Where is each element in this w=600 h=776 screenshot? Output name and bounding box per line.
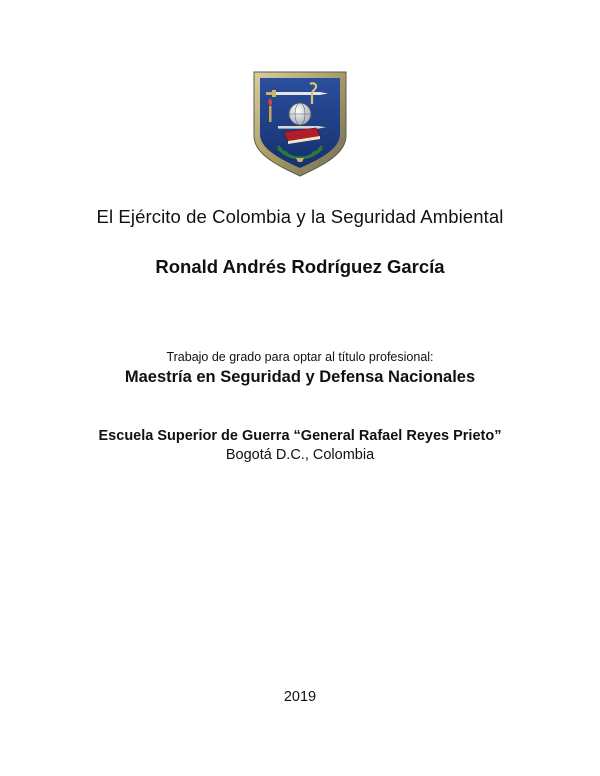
- document-title: El Ejército de Colombia y la Seguridad Ambiental: [96, 206, 504, 227]
- degree-title: Maestría en Seguridad y Defensa Nacionales: [124, 368, 476, 386]
- publication-year: 2019: [283, 689, 317, 705]
- degree-purpose-statement: Trabajo de grado para optar al título profesional:: [166, 350, 434, 364]
- institution-location: Bogotá D.C., Colombia: [225, 447, 375, 463]
- institution-name: Escuela Superior de Guerra “General Rafael Reyes Prieto”: [98, 428, 502, 444]
- author-name: Ronald Andrés Rodríguez García: [155, 256, 445, 277]
- army-war-college-shield-icon: [252, 70, 348, 178]
